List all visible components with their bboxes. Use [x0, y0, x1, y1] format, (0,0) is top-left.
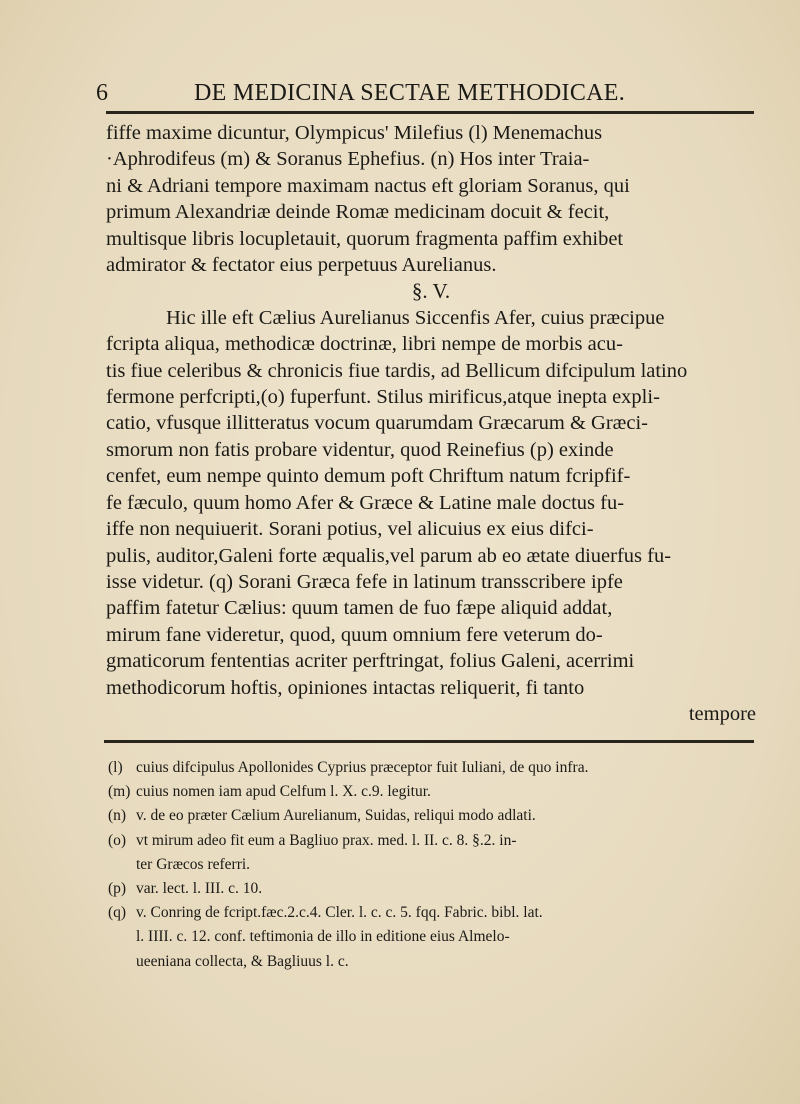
footnote-mark: (n) [108, 807, 127, 825]
text-line: cenfet, eum nempe quinto demum poft Chriftum natum fcripfif- [106, 465, 631, 488]
text-line: primum Alexandriæ deinde Romæ medicinam docuit & fecit, [106, 201, 610, 224]
text-line: methodicorum hoftis, opiniones intactas reliquerit, fi tanto [106, 676, 585, 699]
section-heading: §. V. [411, 279, 451, 304]
text-line: multisque libris locupletauit, quorum fragmenta paffim exhibet [106, 227, 624, 250]
footnote-mark: (m) [108, 783, 131, 801]
text-line: iffe non nequiuerit. Sorani potius, vel alicuius ex eius difci- [106, 518, 594, 541]
footnote-text: v. Conring de fcript.fæc.2.c.4. Cler. l. c. c. 5. fqq. Fabric. bibl. lat. [136, 904, 543, 922]
footnote-mark: (l) [108, 759, 123, 776]
text-line: Hic ille eft Cælius Aurelianus Siccenfis Afer, cuius præcipue [166, 306, 665, 329]
footnote-text: ueeniana collecta, & Bagliuus l. c. [136, 952, 349, 970]
footnote [108, 877, 748, 901]
footnote-text: cuius nomen iam apud Celfum l. X. c.9. legitur. [136, 783, 431, 801]
footnote-text: ter Græcos referri. [136, 855, 251, 873]
footnote-rule [104, 740, 754, 743]
footnote [108, 925, 748, 949]
text-line: catio, vfusque illitteratus vocum quarumdam Græcarum & Græci- [106, 412, 648, 435]
text-line: fiffe maxime dicuntur, Olympicus' Milefius (l) Menemachus [106, 122, 603, 144]
text-line: tis fiue celeribus & chronicis fiue tardis, ad Bellicum difcipulum latino [106, 359, 688, 382]
footnote [108, 853, 748, 877]
text-line: gmaticorum fententias acriter perftringat, folius Galeni, acerrimi [106, 650, 635, 673]
footnote-text: v. de eo præter Cælium Aurelianum, Suidas, reliqui modo adlati. [136, 807, 536, 825]
text-line: isse videtur. (q) Sorani Græca fefe in latinum transscribere ipfe [106, 570, 623, 593]
main-text [106, 120, 756, 727]
text-line: fcripta aliqua, methodicæ doctrinæ, libri nempe de morbis acu- [106, 333, 623, 356]
running-head: DE MEDICINA SECTAE METHODICAE. [194, 80, 626, 106]
footnote [108, 901, 748, 925]
catchword: tempore [688, 702, 756, 725]
text-line: smorum non fatis probare videntur, quod Reinefius (p) exinde [106, 438, 614, 461]
page-number: 6 [96, 80, 108, 106]
footnote [108, 829, 748, 853]
footnote [108, 756, 748, 780]
text-line: fe fæculo, quum homo Afer & Græce & Latine male doctus fu- [106, 491, 625, 514]
footnote-text: l. IIII. c. 12. conf. teftimonia de illo in editione eius Almelo- [136, 928, 510, 946]
footnotes [108, 756, 748, 974]
footnote-text: vt mirum adeo fit eum a Bagliuo prax. med. l. II. c. 8. §.2. in- [136, 831, 517, 849]
footnote [108, 780, 748, 804]
footnote [108, 950, 748, 974]
footnote-mark: (o) [108, 831, 127, 849]
text-line: mirum fane videretur, quod, quum omnium fere veterum do- [106, 623, 603, 646]
footnote-mark: (p) [108, 880, 127, 898]
text-line: admirator & fectator eius perpetuus Aurelianus. [106, 254, 497, 277]
text-line: ·Aphrodifeus (m) & Soranus Ephefius. (n) Hos inter Traia- [106, 148, 590, 171]
footnote-text: var. lect. l. III. c. 10. [136, 880, 263, 898]
footnote [108, 804, 748, 828]
text-line: ni & Adriani tempore maximam nactus eft gloriam Soranus, qui [106, 174, 630, 197]
text-line: fermone perfcripti,(o) fuperfunt. Stilus mirificus,atque inepta expli- [106, 386, 660, 409]
header-rule [106, 111, 754, 114]
text-line: paffim fatetur Cælius: quum tamen de fuo fæpe aliquid addat, [106, 597, 613, 620]
footnote-mark: (q) [108, 904, 127, 922]
text-line: pulis, auditor,Galeni forte æqualis,vel parum ab eo ætate diuerfus fu- [106, 544, 672, 567]
footnote-text: cuius difcipulus Apollonides Cyprius præceptor fuit Iuliani, de quo infra. [136, 759, 589, 776]
